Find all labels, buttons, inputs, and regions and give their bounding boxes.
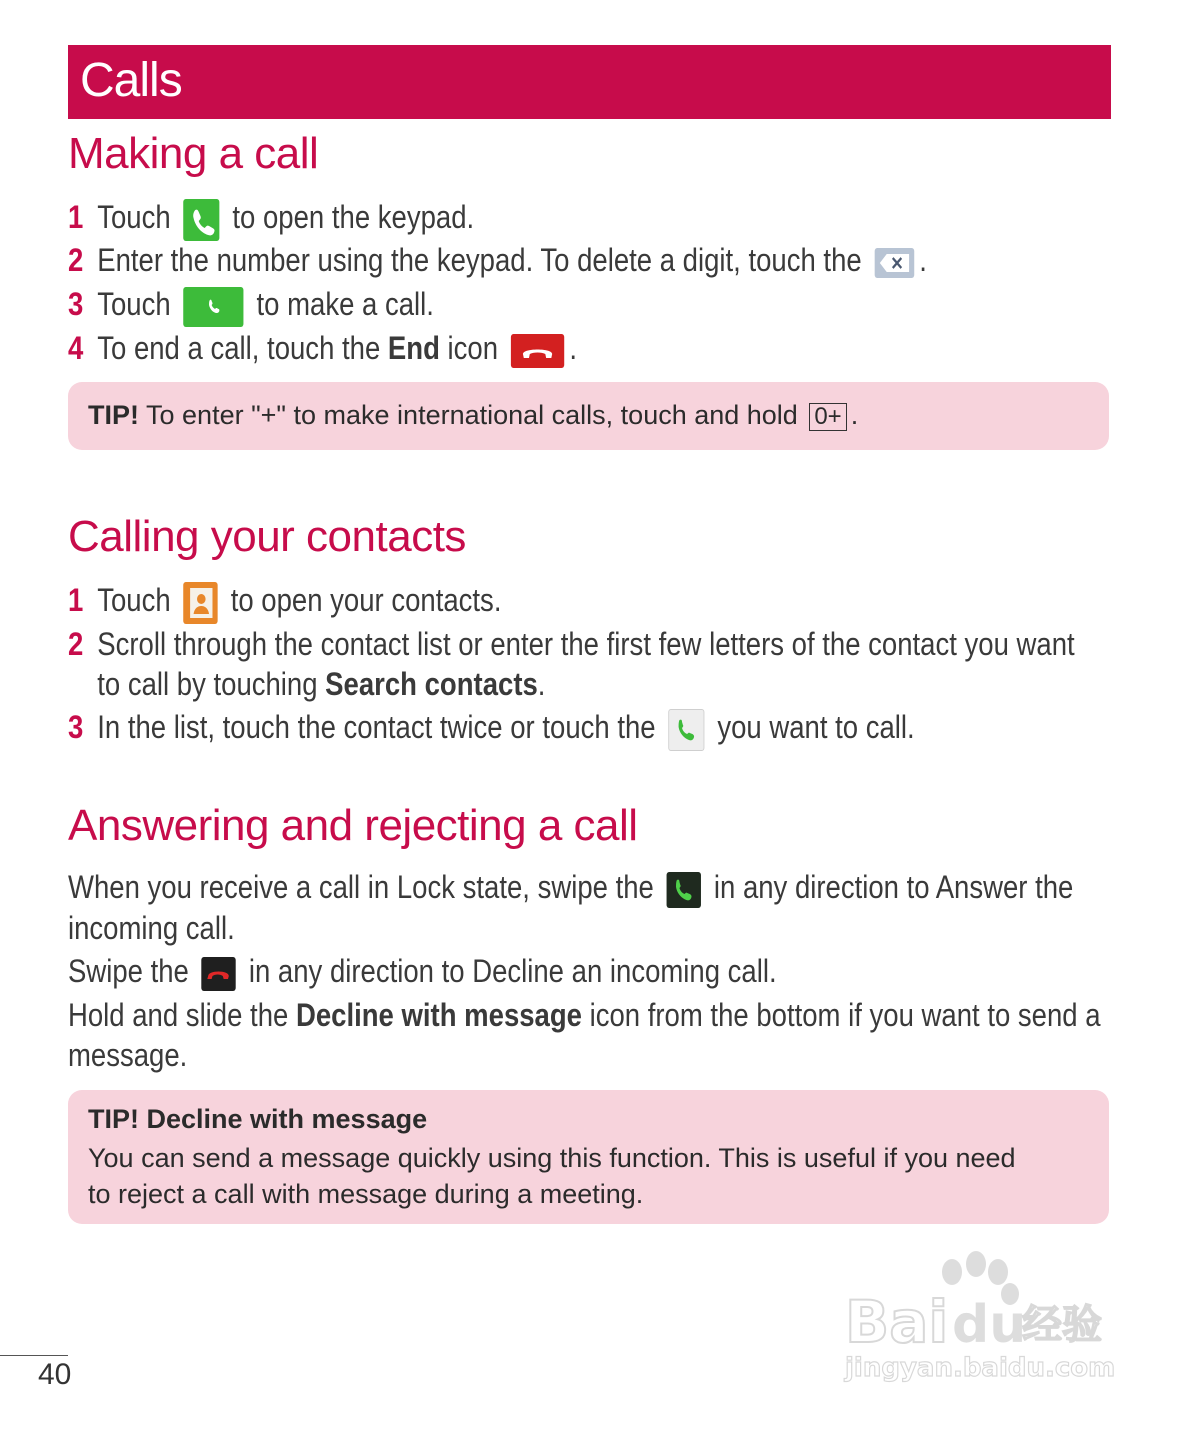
para-text: in any direction to Decline an incoming call.	[248, 953, 777, 989]
svg-text:经验: 经验	[1022, 1302, 1102, 1348]
heading-making-a-call: Making a call	[68, 129, 319, 178]
heading-answering-rejecting: Answering and rejecting a call	[68, 801, 638, 850]
svg-text:Bai: Bai	[845, 1288, 949, 1356]
step-number: 3	[68, 709, 84, 745]
svg-text:du: du	[952, 1295, 1027, 1355]
tip-line	[88, 398, 858, 432]
search-contacts-label: Search contacts	[325, 666, 538, 702]
phone-app-icon	[183, 199, 219, 241]
step-text: Enter the number using the keypad. To delete a digit, touch the	[97, 242, 862, 278]
tip-box-decline-message	[68, 1090, 1109, 1224]
step-number: 2	[68, 626, 84, 662]
decline-message-paragraph-line-2: message.	[68, 1037, 188, 1073]
decline-with-message-label: Decline with message	[295, 997, 582, 1033]
para-text: icon from the bottom if you want to send a	[581, 997, 1101, 1033]
step-text: In the list, touch the contact twice or touch the	[97, 709, 656, 745]
step-text: .	[537, 666, 546, 702]
step-text: you want to call.	[717, 709, 915, 745]
step-text: Touch	[97, 286, 171, 322]
answer-paragraph-line-2: incoming call.	[68, 910, 235, 946]
step-text: to call by touching	[97, 666, 326, 702]
step-text: Scroll through the contact list or enter the first few letters of the contact you want	[97, 626, 1075, 662]
tip-body-line-2: to reject a call with message during a meeting.	[88, 1179, 644, 1209]
step-text: to make a call.	[256, 286, 434, 322]
para-text: in any direction to Answer the	[713, 869, 1074, 905]
step-text: .	[569, 330, 577, 366]
step-text: To end a call, touch the	[97, 330, 388, 366]
para-text: Swipe the	[68, 953, 189, 989]
tip-box-international	[68, 382, 1109, 450]
contacts-app-icon	[183, 582, 217, 624]
para-text: When you receive a call in Lock state, swipe the	[68, 869, 654, 905]
answer-paragraph-line-1	[68, 866, 1073, 908]
contact-call-icon	[668, 709, 704, 751]
tip-label: TIP!	[88, 400, 139, 430]
tip-text: To enter "+" to make international calls, touch and hold	[139, 400, 806, 430]
step-number: 3	[68, 286, 84, 322]
page-number-rule	[0, 1355, 68, 1356]
step-text: to open your contacts.	[230, 582, 502, 618]
svg-text:jingyan.baidu.com: jingyan.baidu.com	[845, 1353, 1116, 1383]
tip-body-line-1: You can send a message quickly using this function. This is useful if you need	[88, 1143, 1016, 1173]
page-number: 40	[38, 1358, 72, 1391]
decline-message-paragraph	[68, 994, 1101, 1036]
tip-title: TIP! Decline with message	[88, 1104, 428, 1134]
tip-text-end: .	[850, 400, 859, 430]
decline-paragraph	[68, 950, 777, 992]
end-call-icon	[511, 334, 564, 368]
end-label: End	[387, 330, 440, 366]
baidu-watermark	[840, 1250, 1130, 1390]
page-title: Calls	[80, 54, 182, 107]
answer-call-icon	[667, 872, 701, 908]
decline-call-icon	[202, 957, 236, 991]
step-number: 1	[68, 582, 84, 618]
section-banner	[68, 45, 1111, 119]
delete-key-icon	[874, 248, 914, 278]
step-number: 1	[68, 199, 84, 235]
step-text: icon	[439, 330, 499, 366]
step-number: 4	[68, 330, 84, 366]
step-text: .	[919, 242, 927, 278]
call-button-icon	[183, 287, 243, 327]
step-text: Touch	[97, 199, 171, 235]
step-text: to open the keypad.	[232, 199, 475, 235]
zero-plus-key: 0+	[809, 403, 846, 431]
heading-calling-contacts: Calling your contacts	[68, 512, 466, 561]
para-text: Hold and slide the	[68, 997, 296, 1033]
step-text: Touch	[97, 582, 171, 618]
step-number: 2	[68, 242, 84, 278]
baidu-paw-logo	[840, 1250, 1130, 1390]
